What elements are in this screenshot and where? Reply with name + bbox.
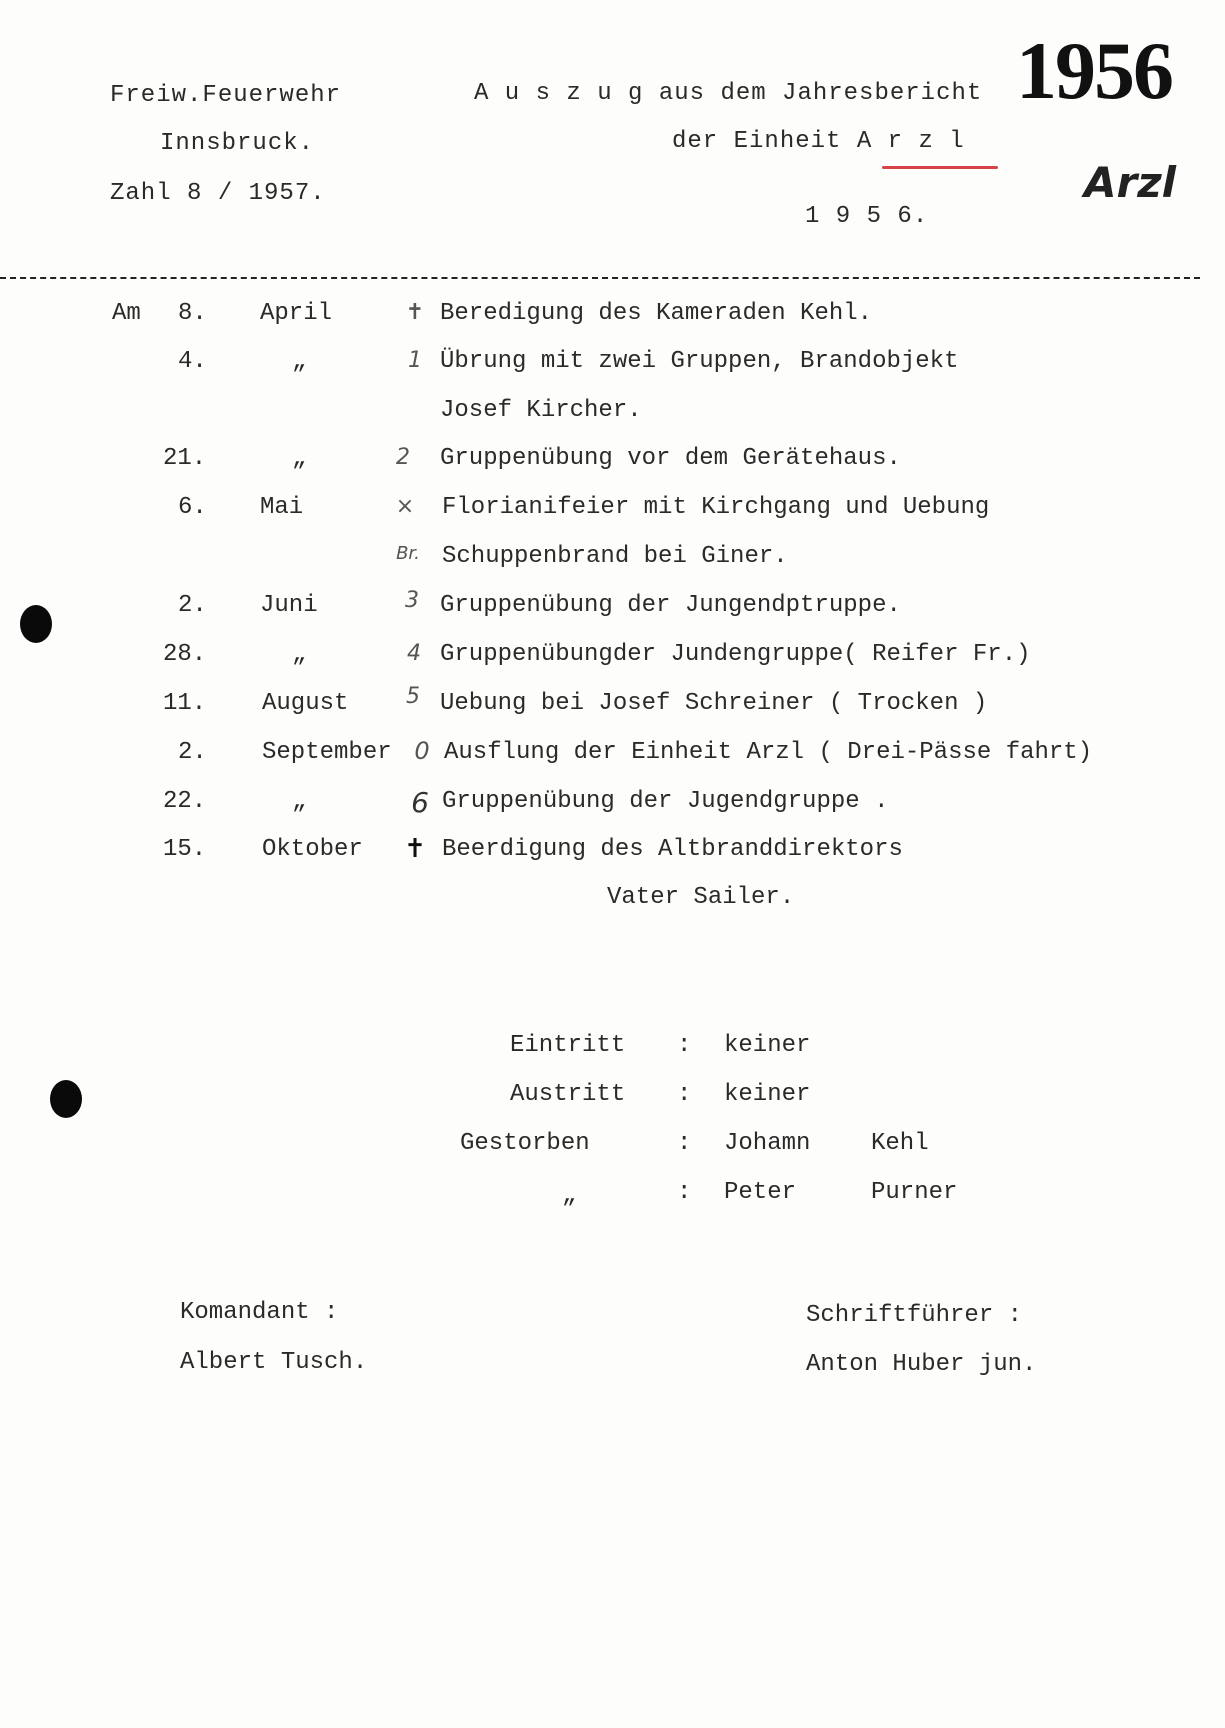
header-divider xyxy=(0,277,1200,279)
summary-value: Johamn xyxy=(724,1130,811,1157)
entry-text: Beerdigung des Altbranddirektors xyxy=(442,836,903,863)
entry-text: Gruppenübung vor dem Gerätehaus. xyxy=(440,445,901,472)
summary-value: keiner xyxy=(724,1032,811,1059)
entry-day: 2. xyxy=(178,592,207,619)
entry-month: Juni xyxy=(260,592,318,619)
summary-colon: : xyxy=(677,1179,692,1206)
entry-day: 28. xyxy=(163,641,207,668)
entry-day: 11. xyxy=(163,690,207,717)
commander-name: Albert Tusch. xyxy=(180,1349,368,1376)
reference-number: Zahl 8 / 1957. xyxy=(110,180,326,207)
cross-mark: ✝ xyxy=(404,834,426,864)
entry-month: „ xyxy=(292,641,307,668)
entry-day: 6. xyxy=(178,494,207,521)
entry-month: August xyxy=(262,690,349,717)
summary-colon: : xyxy=(677,1032,692,1059)
pencil-number: 2 xyxy=(396,445,410,470)
entry-text: Florianifeier mit Kirchgang und Uebung xyxy=(442,494,990,521)
entry-month: Oktober xyxy=(262,836,363,863)
entry-text: Josef Kircher. xyxy=(440,397,642,424)
summary-colon: : xyxy=(677,1081,692,1108)
report-year: 1 9 5 6. xyxy=(805,203,929,230)
entry-day: 22. xyxy=(163,788,207,815)
entry-day: 4. xyxy=(178,348,207,375)
entry-day: 2. xyxy=(178,739,207,766)
summary-label: Eintritt xyxy=(510,1032,626,1059)
pencil-number: 4 xyxy=(407,641,421,666)
secretary-name: Anton Huber jun. xyxy=(806,1351,1037,1378)
commander-role: Komandant : xyxy=(180,1299,339,1326)
entry-text: Gruppenübung der Jugendgruppe . xyxy=(442,788,889,815)
summary-label: „ xyxy=(562,1182,577,1209)
pencil-number: 0 xyxy=(414,737,430,765)
entry-day: 8. xyxy=(178,300,207,327)
entry-text: Uebung bei Josef Schreiner ( Trocken ) xyxy=(440,690,988,717)
summary-value: keiner xyxy=(724,1081,811,1108)
summary-value: Peter xyxy=(724,1179,797,1206)
entry-month: September xyxy=(262,739,392,766)
entry-month: „ xyxy=(292,348,307,375)
report-unit: der Einheit A r z l xyxy=(672,128,965,155)
punch-hole-bottom xyxy=(50,1080,82,1118)
entry-month: April xyxy=(260,300,333,327)
entry-text: Schuppenbrand bei Giner. xyxy=(442,543,788,570)
pencil-number: 6 xyxy=(411,786,429,819)
org-line-2: Innsbruck. xyxy=(160,130,315,157)
pencil-number: 5 xyxy=(406,684,420,709)
summary-label: Gestorben xyxy=(460,1130,590,1157)
red-underline xyxy=(882,166,998,169)
entry-text: Gruppenübung der Jungendptruppe. xyxy=(440,592,901,619)
summary-value-last: Kehl xyxy=(871,1130,929,1157)
entry-month: „ xyxy=(292,788,307,815)
handwritten-unit: Arzl xyxy=(1084,158,1177,207)
entry-text: Beredigung des Kameraden Kehl. xyxy=(440,300,873,327)
report-title: A u s z u g aus dem Jahresbericht xyxy=(474,80,983,107)
entry-month: „ xyxy=(292,445,307,472)
summary-colon: : xyxy=(677,1130,692,1157)
entry-text: Vater Sailer. xyxy=(607,884,795,911)
cross-mark: ✝ xyxy=(405,300,425,325)
pencil-note: Br. xyxy=(396,543,420,564)
entry-text: Übrung mit zwei Gruppen, Brandobjekt xyxy=(440,348,959,375)
pencil-cross: × xyxy=(395,494,415,519)
summary-value-last: Purner xyxy=(871,1179,958,1206)
punch-hole-top xyxy=(20,605,52,643)
entry-text: Gruppenübungder Jundengruppe( Reifer Fr.) xyxy=(440,641,1031,668)
pencil-number: 1 xyxy=(408,348,422,373)
summary-label: Austritt xyxy=(510,1081,626,1108)
entry-day: 15. xyxy=(163,836,207,863)
year-stamp: 1956 xyxy=(1016,25,1172,116)
org-line-1: Freiw.Feuerwehr xyxy=(110,82,342,109)
entry-text: Ausflung der Einheit Arzl ( Drei-Pässe fahrt) xyxy=(444,739,1093,766)
entry-prefix: Am xyxy=(112,300,141,327)
entry-day: 21. xyxy=(163,445,207,472)
entry-month: Mai xyxy=(260,494,304,521)
pencil-number: 3 xyxy=(405,588,419,613)
secretary-role: Schriftführer : xyxy=(806,1302,1023,1329)
